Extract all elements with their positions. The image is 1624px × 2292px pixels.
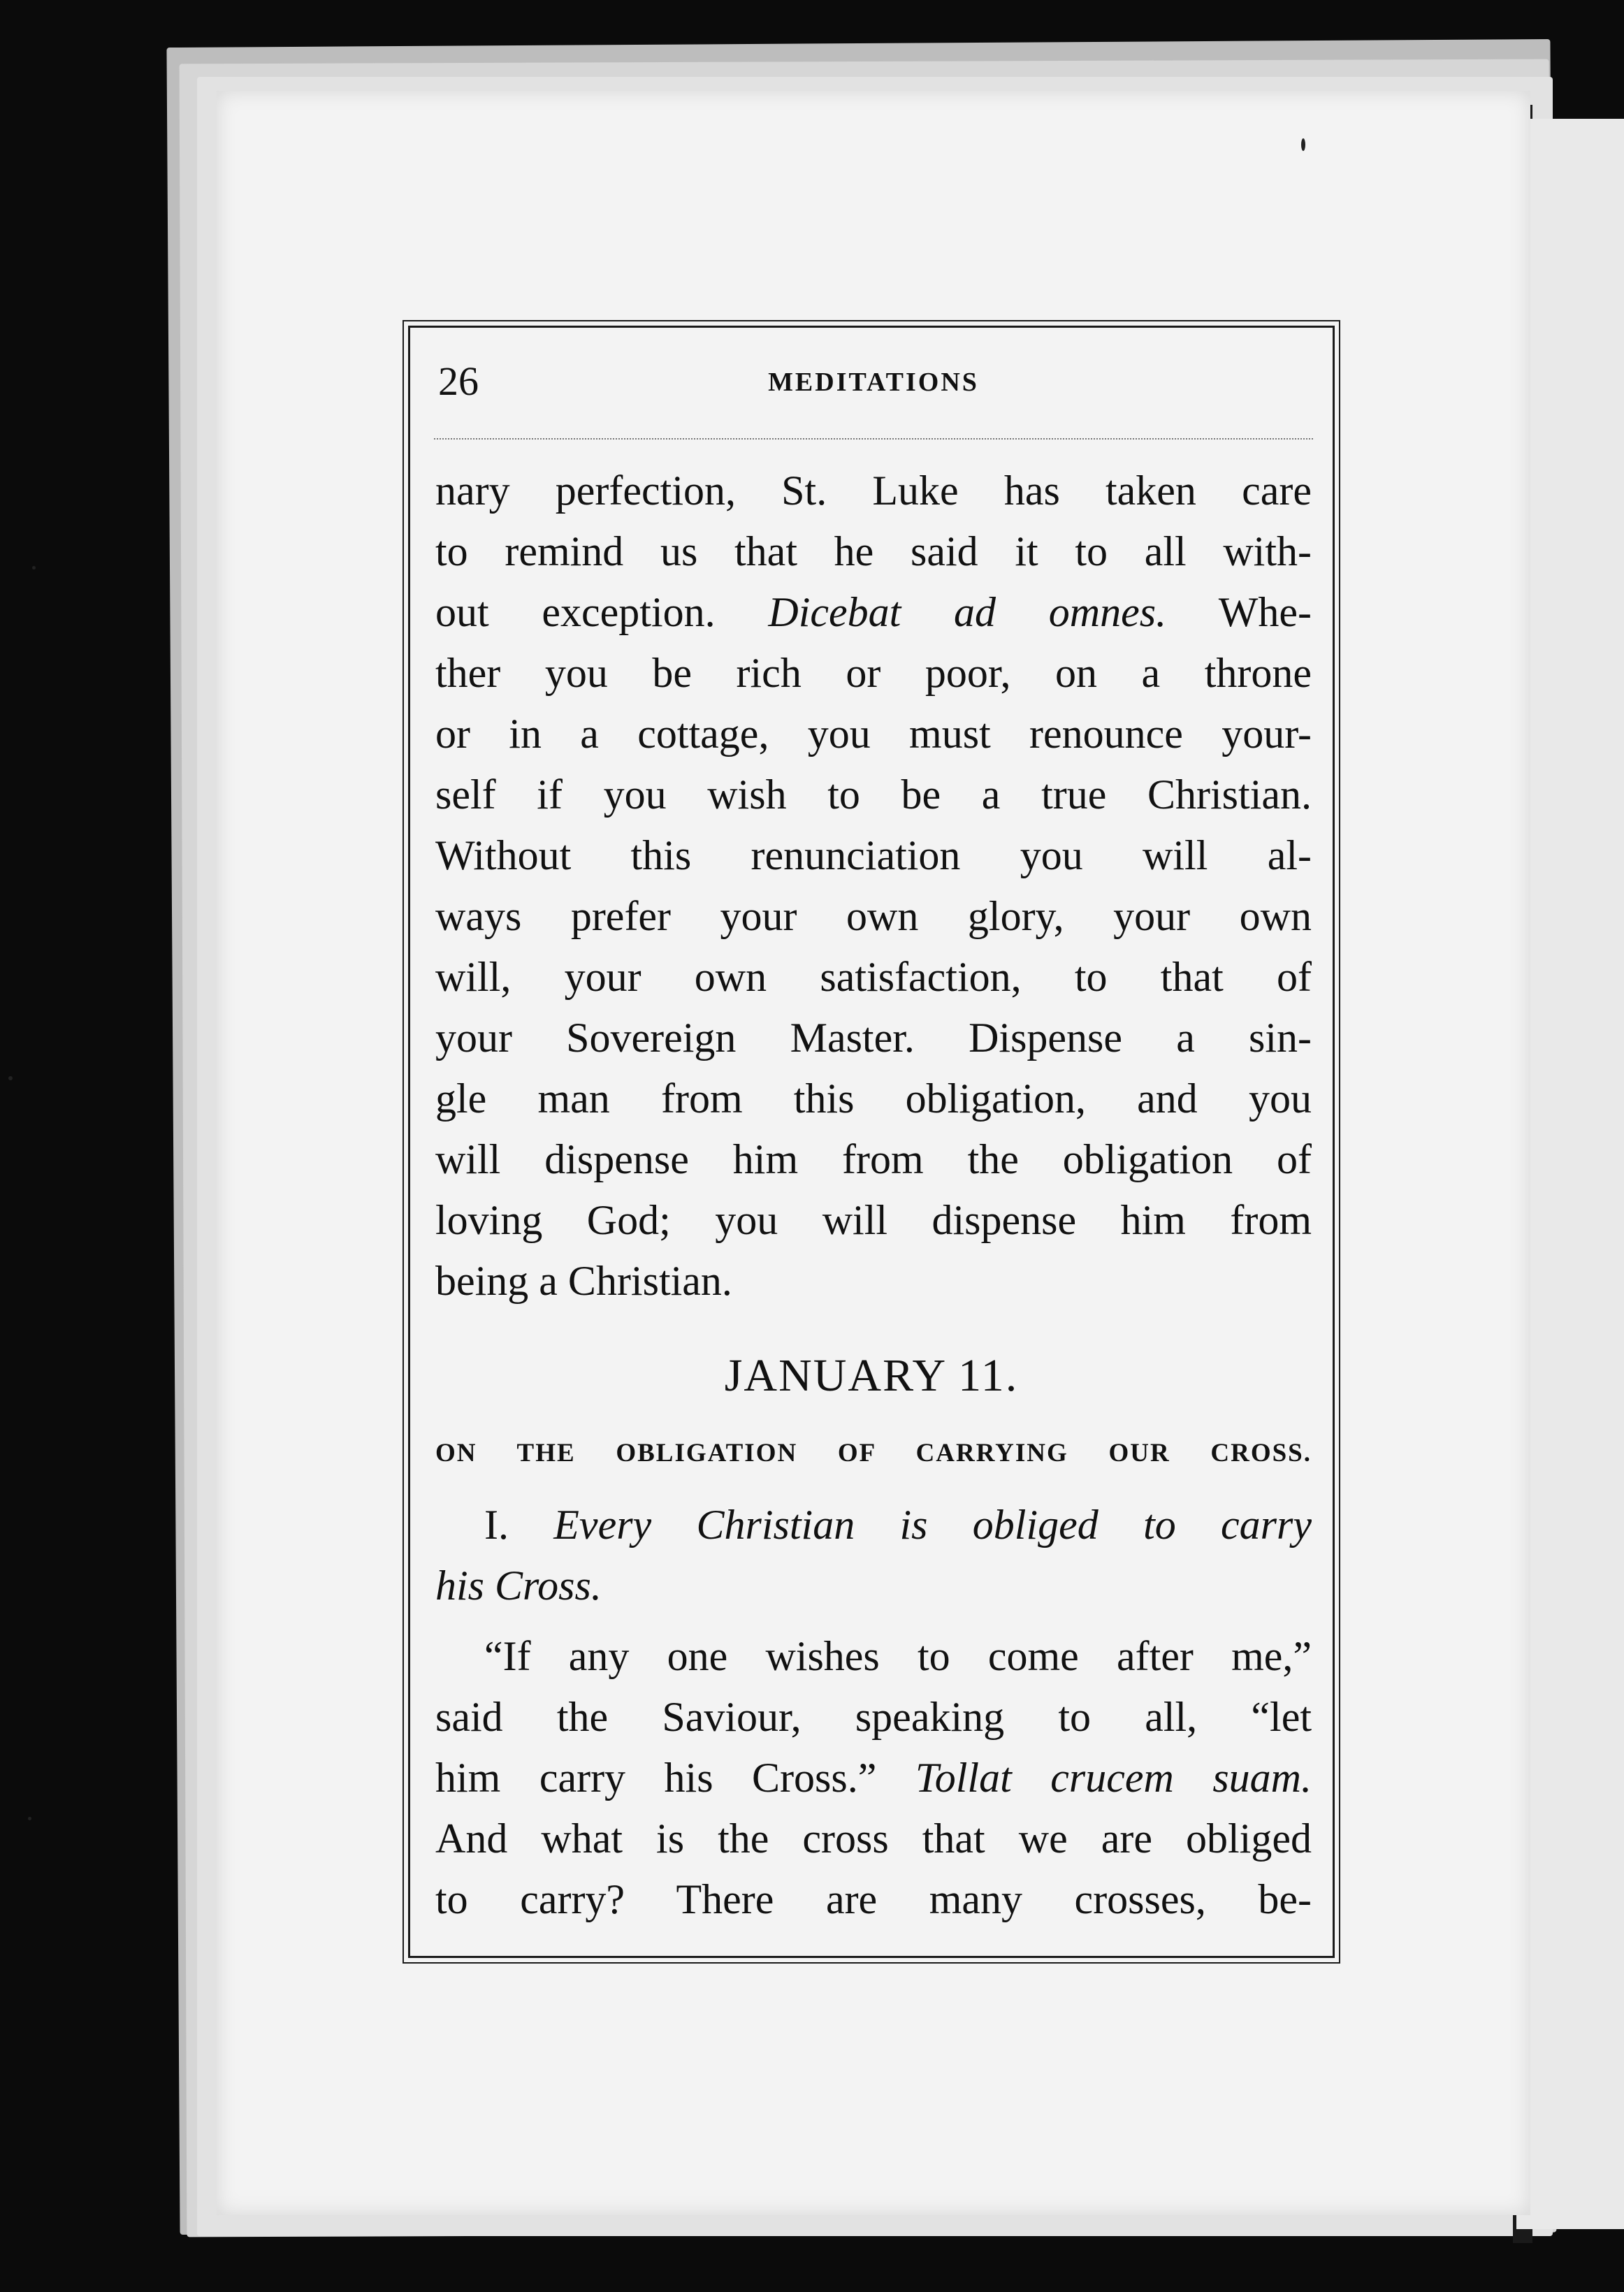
text-line: or in a cottage, you must renounce your- [435,711,1312,757]
header-rule [434,438,1313,440]
point-heading [435,1495,1312,1616]
text-line: said the Saviour, speaking to all, “let [435,1694,1312,1740]
text-line: will, your own satisfaction, to that of [435,954,1312,1000]
text-line [435,1748,1312,1808]
text-frame [408,326,1335,1958]
text-line: “If any one wishes to come after me,” [484,1633,1312,1679]
ink-speck [8,1076,13,1080]
page-number: 26 [438,358,479,404]
latin-quote: Tollat crucem suam. [915,1755,1312,1801]
page-header [438,357,1309,406]
body-paragraph [435,1626,1312,1930]
text-line: being a Christian. [435,1258,732,1304]
text-line: ways prefer your own glory, your own [435,893,1312,939]
text-line: will dispense him from the obligation of [435,1136,1312,1182]
text-line: to remind us that he said it to all with- [435,528,1312,574]
ink-speck [28,1817,31,1820]
body-paragraph [435,460,1312,1312]
ink-speck [1301,138,1305,151]
point-text: his Cross. [435,1562,602,1609]
text-line [435,1495,1312,1555]
text-line: ther you be rich or poor, on a throne [435,650,1312,696]
text-line [435,582,1312,643]
text-span: him carry his Cross.” [435,1755,877,1801]
text-line: loving God; you will dispense him from [435,1197,1312,1243]
text-line [435,1555,1312,1616]
text-line: your Sovereign Master. Dispense a sin- [435,1015,1312,1061]
ink-speck [32,566,36,570]
point-text: Every Christian is obliged to carry [553,1502,1312,1548]
facing-page [1516,119,1624,2229]
running-head: MEDITATIONS [768,368,979,397]
point-numeral: I. [484,1502,509,1548]
text-span: Whe- [1218,589,1312,635]
text-line: self if you wish to be a true Christian. [435,771,1312,818]
text-span: out exception. [435,589,716,635]
topic-heading: ON THE OBLIGATION OF CARRYING OUR CROSS. [435,1439,1312,1467]
date-heading: JANUARY 11. [724,1350,1019,1401]
text-line: And what is the cross that we are obliged [435,1815,1312,1862]
text-line: to carry? There are many crosses, be- [435,1876,1312,1922]
text-line: Without this renunciation you will al- [435,832,1312,878]
text-line: gle man from this obligation, and you [435,1075,1312,1122]
latin-quote: Dicebat ad omnes. [768,589,1167,635]
text-line: nary perfection, St. Luke has taken care [435,467,1312,514]
